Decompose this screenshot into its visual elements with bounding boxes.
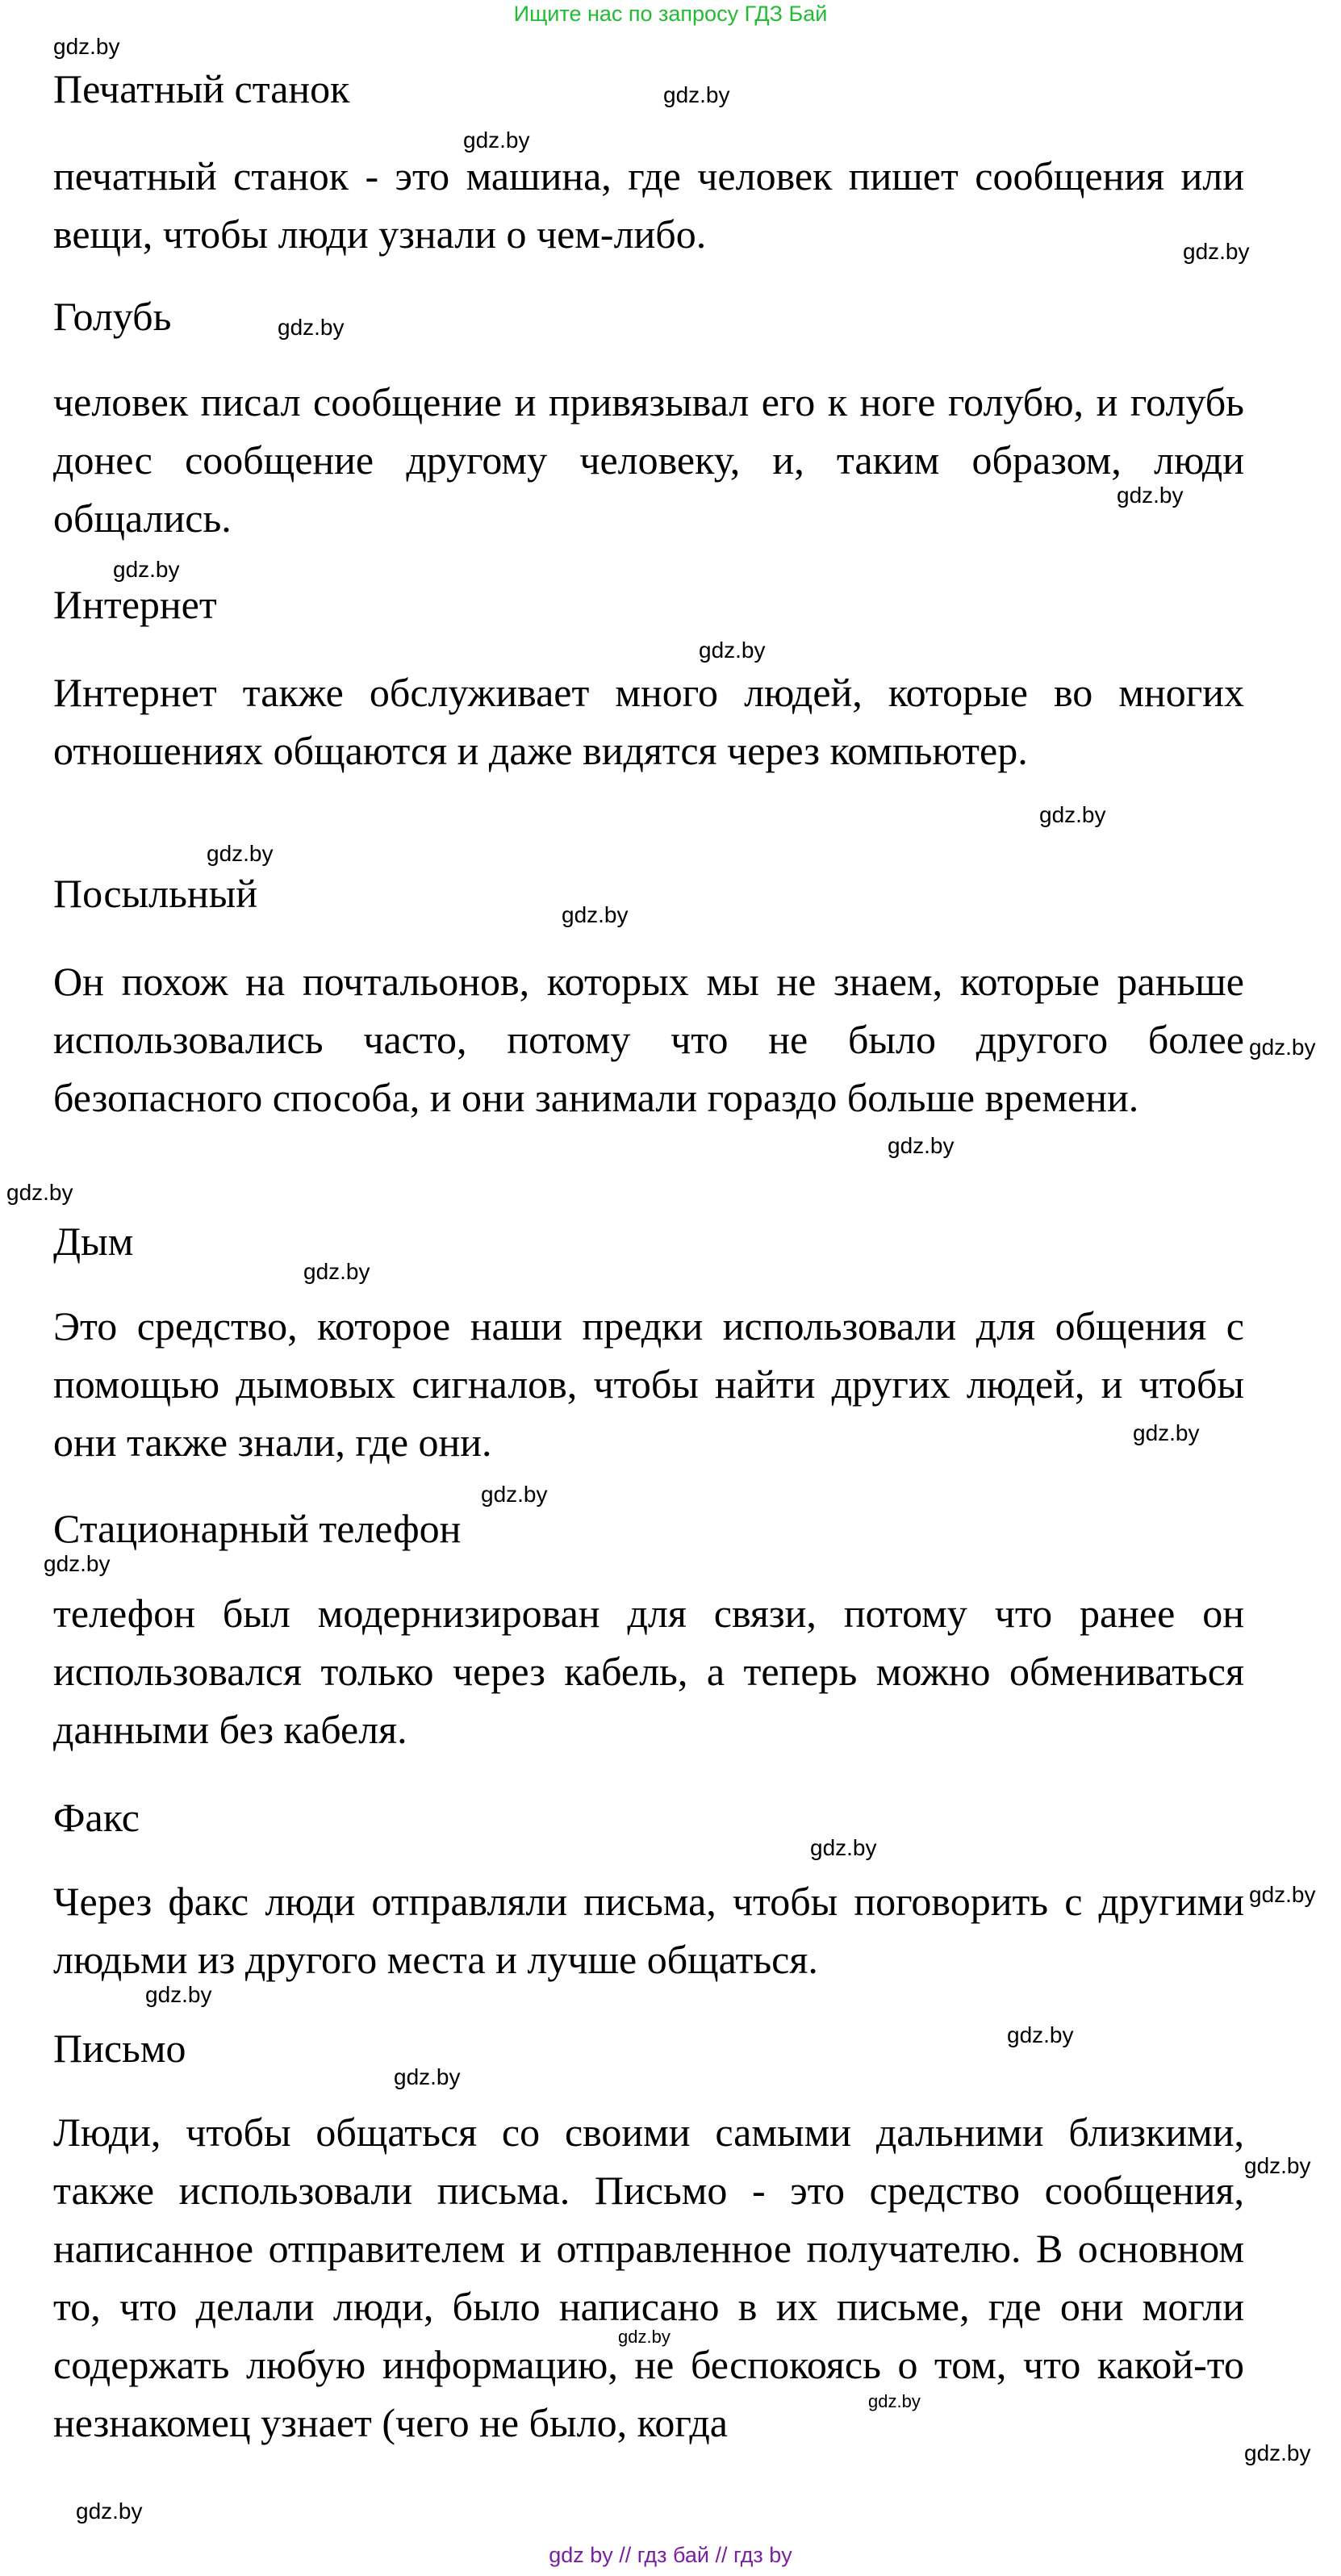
watermark: gdz.by: [1244, 2153, 1311, 2178]
watermark: gdz.by: [562, 902, 629, 927]
watermark: gdz.by: [699, 638, 766, 663]
section-title-smoke: Дым: [53, 1219, 134, 1264]
watermark: gdz.by: [1039, 802, 1106, 827]
section-title-messenger: Посыльный: [53, 871, 258, 916]
section-text-letter: Люди, чтобы общаться со своими самыми дальними близкими, также использовали письма. Письмо - это средство сообщения, написанное отправителем и отправленное получателю. В основном то, что делали люди, было написано в их письме, где они могли содержать любую информацию, не беспокоясь о том, что какой-то незнакомец узнает (чего не было, когда: [53, 2110, 1244, 2445]
watermark: gdz.by: [1133, 1420, 1200, 1445]
section-text-pigeon: человек писал сообщение и привязывал его к ноге голубю, и голубь донес сообщение другому человеку, и, таким образом, люди общались.: [53, 379, 1244, 541]
watermark: gdz.by: [618, 2327, 670, 2347]
section-text-landline-phone: телефон был модернизирован для связи, потому что ранее он использовался только через кабель, а теперь можно обмениваться данными без кабеля.: [53, 1591, 1244, 1752]
section-text-messenger: Он похож на почтальонов, которых мы не знаем, которые раньше использовались часто, потому что не было другого более безопасного способа, и они занимали гораздо больше времени.: [53, 959, 1244, 1120]
top-banner: Ищите нас по запросу ГДЗ Бай: [513, 2, 828, 26]
watermark: gdz.by: [1007, 2022, 1074, 2047]
watermark: gdz.by: [207, 841, 274, 866]
watermark: gdz.by: [278, 315, 345, 340]
section-title-printing-press: Печатный станок: [53, 66, 350, 111]
watermark: gdz.by: [868, 2391, 921, 2411]
watermark: gdz.by: [1249, 1882, 1316, 1907]
watermark: gdz.by: [1244, 2440, 1311, 2465]
section-title-pigeon: Голубь: [53, 294, 172, 339]
section-title-fax: Факс: [53, 1795, 140, 1840]
footer: gdz by // гдз бай // гдз by: [549, 2543, 792, 2567]
watermark: gdz.by: [810, 1835, 877, 1860]
watermark: gdz.by: [463, 128, 530, 153]
section-text-internet: Интернет также обслуживает много людей, которые во многих отношениях общаются и даже видятся через компьютер.: [53, 670, 1244, 773]
watermark: gdz.by: [145, 1982, 212, 2007]
watermark: gdz.by: [394, 2064, 461, 2089]
watermark: gdz.by: [663, 82, 730, 107]
section-title-landline-phone: Стационарный телефон: [53, 1506, 462, 1551]
watermark: gdz.by: [481, 1482, 548, 1507]
watermark: gdz.by: [888, 1133, 955, 1158]
section-title-letter: Письмо: [53, 2026, 186, 2071]
watermark: gdz.by: [1183, 239, 1250, 264]
section-text-printing-press: печатный станок - это машина, где человек пишет сообщения или вещи, чтобы люди узнали о чем-либо.: [53, 153, 1244, 257]
section-text-fax: Через факс люди отправляли письма, чтобы поговорить с другими людьми из другого места и лучше общаться.: [53, 1879, 1244, 1982]
section-title-internet: Интернет: [53, 582, 217, 627]
watermark: gdz.by: [53, 34, 120, 59]
watermark: gdz.by: [44, 1551, 111, 1576]
watermark: gdz.by: [113, 557, 180, 582]
watermark: gdz.by: [1249, 1035, 1316, 1060]
watermark: gdz.by: [76, 2499, 143, 2524]
watermark: gdz.by: [303, 1259, 370, 1284]
watermark: gdz.by: [1117, 483, 1184, 508]
watermark: gdz.by: [6, 1180, 73, 1205]
section-text-smoke: Это средство, которое наши предки использовали для общения с помощью дымовых сигналов, чтобы найти других людей, и чтобы они также знали, где они.: [53, 1303, 1244, 1465]
